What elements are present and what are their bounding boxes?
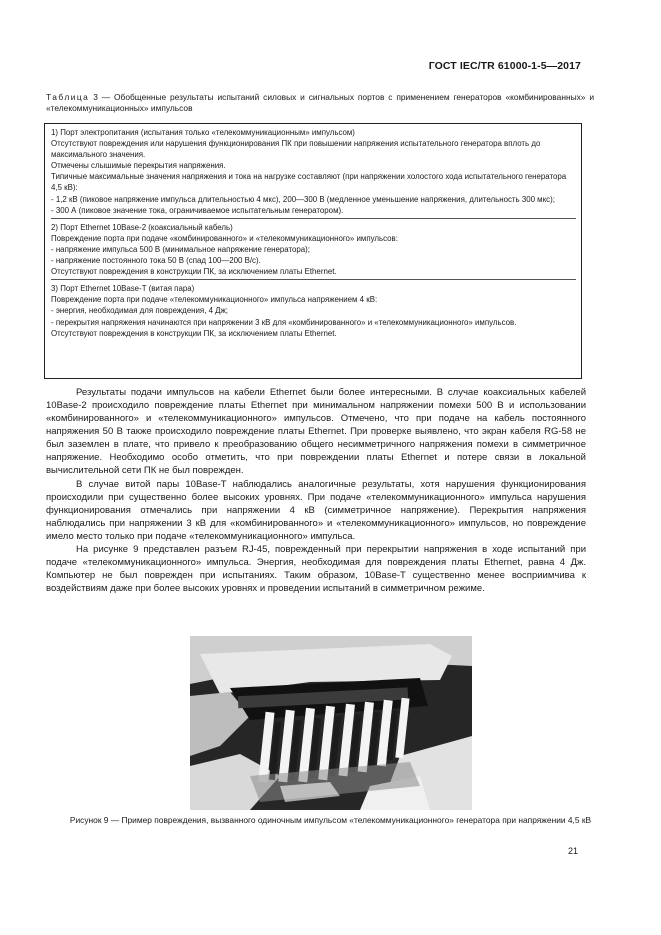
figure-caption: Рисунок 9 — Пример повреждения, вызванного одиночным импульсом «телекоммуникационного» генератора при напряжении 4,5 кВ	[69, 815, 592, 825]
table-line: Отмечены слышимые перекрытия напряжения.	[51, 161, 226, 171]
paragraph: Результаты подачи импульсов на кабели Ethernet были более интересными. В случае коаксиальных кабелей 10Base-2 происходило повреждение платы Ethernet при минимальном напряжении помехи 500 В и использовании «комбинированного» и «телекоммуникационного» импульсов. Отмечено, что при подаче на кабель постоянного напряжения 50 В также происходило повреждение платы Ethernet. При проверке выявлено, что экран кабеля RG-58 не был заземлен в плате, что привело к преобразованию общего несимметричного напряжения помехи в симметричное напряжение. Необходимо особо отметить, что при повреждении платы Ethernet и потере связи в локальной вычислительной сети ПК не был поврежден.	[46, 387, 586, 477]
rj45-damage-photo	[190, 636, 472, 810]
table-line: Отсутствуют повреждения в конструкции ПК, за исключением платы Ethernet.	[51, 328, 337, 338]
table-line: Отсутствуют повреждения в конструкции ПК, за исключением платы Ethernet.	[51, 267, 337, 277]
table-line: - перекрытия напряжения начинаются при напряжении 3 кВ для «комбинированного» и «телекоммуникационного» импульсов.	[51, 317, 517, 327]
table-caption-text: 3 — Обобщенные результаты испытаний силовых и сигнальных портов с применением генераторов «комбинированных» и «телекоммуникационных» импульсов	[46, 92, 594, 113]
table-line: 3) Порт Ethernet 10Base-T (витая пара)	[51, 284, 195, 294]
paragraph: На рисунке 9 представлен разъем RJ-45, поврежденный при перекрытии напряжения в ходе испытаний при подаче «телекоммуникационного» импульса. Энергия, необходимая для повреждения платы Ethernet, равна 4 Дж. Компьютер не был поврежден при испытаниях. Таким образом, 10Base-T существенно менее восприимчива к воздействиям даже при более высоких уровнях и проведении испытаний в симметричном режиме.	[46, 544, 586, 595]
table-line: - напряжение импульса 500 В (минимальное напряжение генератора);	[51, 244, 310, 254]
table-line: - 1,2 кВ (пиковое напряжение импульса длительностью 4 мкс), 200—300 В (медленное уменьшение напряжения, длительность 300 мкс);	[51, 194, 555, 204]
table-line: 1) Порт электропитания (испытания только «телекоммуникационным» импульсом)	[51, 128, 355, 137]
table-caption-word: Таблица	[46, 92, 90, 102]
document-standard-number: ГОСТ IEC/TR 61000-1-5—2017	[428, 60, 581, 72]
table-line: - 300 А (пиковое значение тока, ограничиваемое испытательным генератором).	[51, 205, 344, 215]
paragraph: В случае витой пары 10Base-T наблюдались аналогичные результаты, хотя нарушения функционирования происходили при существенно более высоких уровнях. При подаче «телекоммуникационного» импульса нарушения функционирования отмечались при напряжении 4 кВ (симметричное напряжение). Перекрытия напряжения наблюдались при напряжении 3 кВ для «комбинированного» и «телекоммуникационного» импульсов, но повреждение имело место только при подаче «телекоммуникационного» импульса.	[46, 478, 586, 542]
table-section-ethernet-10base2	[51, 218, 576, 279]
page-number: 21	[567, 846, 578, 856]
table-line: - энергия, необходимая для повреждения, 4 Дж;	[51, 306, 228, 316]
results-table	[44, 123, 582, 379]
table-line: 2) Порт Ethernet 10Base-2 (коаксиальный кабель)	[51, 222, 233, 232]
table-line: - напряжение постоянного тока 50 В (спад 100—200 В/с).	[51, 256, 261, 266]
table-line: Повреждение порта при подаче «комбинированного» и «телекоммуникационного» импульсов:	[51, 233, 398, 243]
table-caption	[46, 92, 594, 114]
body-text	[46, 386, 586, 596]
table-line: Повреждение порта при подаче «телекоммуникационного» импульса напряжением 4 кВ:	[51, 295, 378, 305]
table-line: Типичные максимальные значения напряжения и тока на нагрузке составляют (при напряжении холостого хода испытательного генератора 4,5 кВ):	[51, 172, 567, 193]
table-section-ethernet-10baset	[51, 279, 576, 340]
table-section-power-port	[51, 127, 576, 218]
table-line: Отсутствуют повреждения или нарушения функционирования ПК при повышении напряжения испытательного генератора вплоть до максимального значения.	[51, 139, 541, 160]
